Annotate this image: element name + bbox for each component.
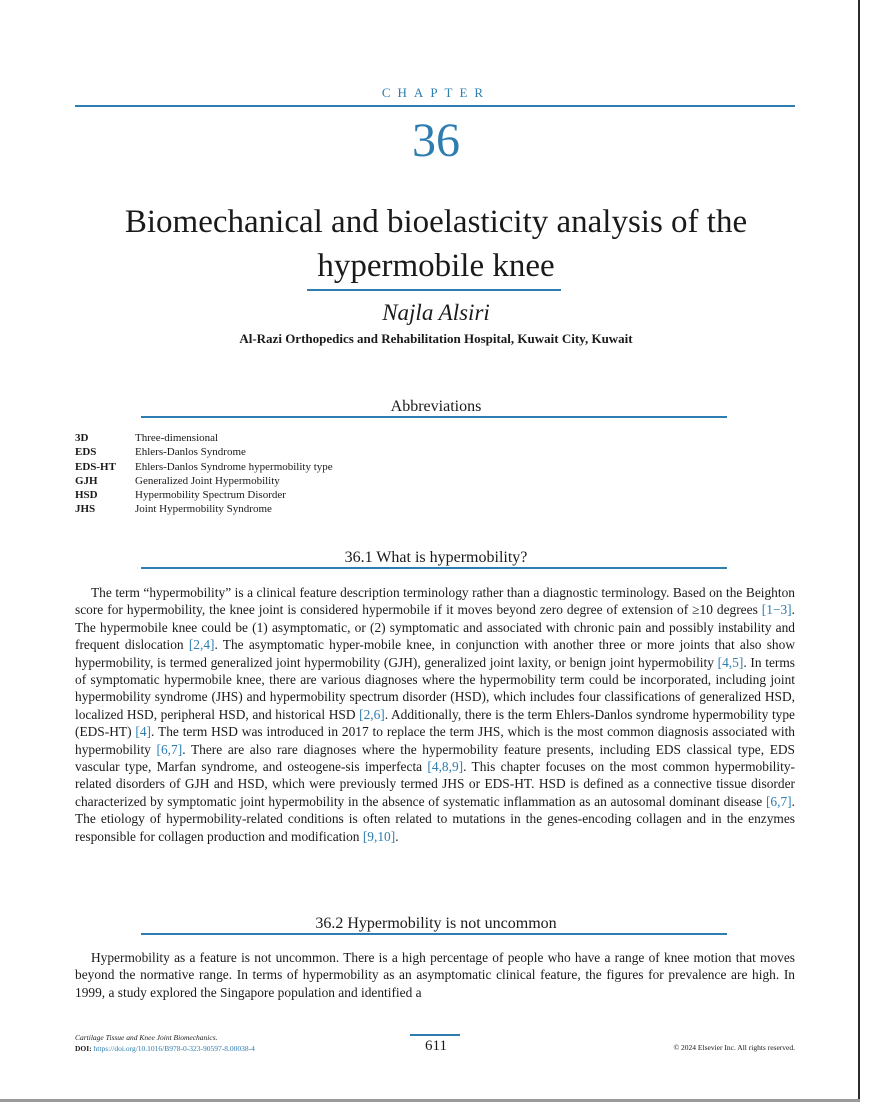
abbreviation-term: GJH <box>75 474 98 487</box>
title-rule <box>307 289 561 291</box>
paragraph-text: . This chapter focuses on the most common hypermobility-related disorders of GJH and HSD, which were previously termed JHS or EDS-HT. HSD is defined as a connective tissue disorder characterized by symptomatic joint hypermobility in the absence of systematic inflammation as an autosomal dominant disease <box>75 759 795 809</box>
paragraph-text: . The etiology of hypermobility-related conditions is often related to mutations in the genes-encoding collagen and in the enzymes responsible for collagen production and modification <box>75 793 795 844</box>
paragraph-text: . The asymptomatic hyper-mobile knee, in conjunction with another three or more joints that also show hypermobility, is termed generalized joint hypermobility (GJH), generalized joint laxity, or benign joint hypermobility <box>75 637 795 670</box>
section-1-heading: 36.1 What is hypermobility? <box>344 549 528 566</box>
author-affiliation: Al-Razi Orthopedics and Rehabilitation Hospital, Kuwait City, Kuwait <box>239 331 633 346</box>
citation-link[interactable]: [2,4] <box>188 637 215 653</box>
citation-link[interactable]: [4,8,9] <box>427 759 464 775</box>
citation-link[interactable]: [4,5] <box>717 654 744 670</box>
paragraph-text: . There are also rare diagnoses where the hypermobility feature presents, including EDS classical type, EDS vascular type, Marfan syndrome, and osteogene-sis imperfecta <box>75 741 795 775</box>
abbreviation-row <box>75 431 333 445</box>
section-2-paragraph: Hypermobility as a feature is not uncommon. There is a high percentage of people who have a range of knee motion that moves beyond the normative range. In terms of hypermobility as an asymptomatic clinical feature, the figures for prevalence are high. In 1999, a study explored the Singapore population and identified a <box>75 950 795 1000</box>
paragraph-text: . The term HSD was introduced in 2017 to replace the term JHS, which is the most common diagnosis associated with hypermobility <box>75 724 796 757</box>
abbreviation-definition: Generalized Joint Hypermobility <box>135 474 280 487</box>
doi-link[interactable]: https://doi.org/10.1016/B978-0-323-90597-8.00038-4 <box>93 1044 255 1053</box>
footer-copyright: © 2024 Elsevier Inc. All rights reserved. <box>673 1043 795 1052</box>
abbreviation-row <box>75 460 333 474</box>
abbreviations-rule <box>141 416 727 418</box>
abbreviation-term: JHS <box>75 503 96 516</box>
citation-link[interactable]: [9,10] <box>362 828 396 844</box>
abbreviation-definition: Ehlers-Danlos Syndrome <box>135 446 246 459</box>
section-1-rule <box>141 567 727 569</box>
page-number: 611 <box>425 1038 447 1054</box>
paragraph-text: . The hypermobile knee could be (1) asymptomatic, or (2) symptomatic and associated with chronic pain and possibly instability and frequent dislocation <box>75 602 795 653</box>
paragraph-text: . <box>395 828 399 844</box>
abbreviation-definition: Joint Hypermobility Syndrome <box>135 503 272 516</box>
abbreviation-row <box>75 488 333 502</box>
abbreviations-heading: Abbreviations <box>390 398 482 415</box>
abbreviation-term: HSD <box>75 489 98 502</box>
section-2-rule <box>141 933 727 935</box>
citation-link[interactable]: [2,6] <box>359 706 385 722</box>
abbreviation-term: EDS-HT <box>75 460 116 473</box>
abbreviation-definition: Ehlers-Danlos Syndrome hypermobility type <box>135 460 333 473</box>
section-2-heading: 36.2 Hypermobility is not uncommon <box>315 915 557 932</box>
author-name: Najla Alsiri <box>382 300 490 325</box>
abbreviation-definition: Hypermobility Spectrum Disorder <box>135 489 286 502</box>
section-1-paragraph <box>75 584 795 845</box>
abbreviation-row <box>75 502 333 516</box>
chapter-title: Biomechanical and bioelasticity analysis of the hypermobile knee <box>124 204 748 284</box>
citation-link[interactable]: [6,7] <box>765 793 792 809</box>
abbreviation-row <box>75 474 333 488</box>
abbreviations-list <box>75 431 333 517</box>
chapter-label: CHAPTER <box>381 85 491 100</box>
chapter-rule <box>75 105 795 107</box>
citation-link[interactable]: [6,7] <box>156 741 183 757</box>
footer-journal: Cartilage Tissue and Knee Joint Biomechanics. <box>75 1033 218 1042</box>
paragraph-text: . In terms of symptomatic hypermobile knee, there are various diagnoses where the hypermobility term could be incorporated, including joint hypermobility syndrome (JHS) and hypermobility spectrum disorder (HSD), which includes four classifications of generalized HSD, localized HSD, peripheral HSD, and historical HSD <box>75 654 795 722</box>
paragraph-text: The term “hypermobility” is a clinical feature description terminology rather than a diagnostic terminology. Based on the Beighton score for hypermobility, the knee joint is considered hypermobile if it moves beyond zero degree of extension of ≥10 degrees <box>75 585 795 618</box>
citation-link[interactable]: [1−3] <box>761 602 792 618</box>
abbreviation-term: EDS <box>75 446 97 459</box>
abbreviation-definition: Three-dimensional <box>135 432 219 444</box>
chapter-number: 36 <box>412 114 460 167</box>
abbreviation-term: 3D <box>75 432 89 444</box>
citation-link[interactable]: [4] <box>135 724 152 740</box>
footer-rule <box>410 1034 460 1036</box>
abbreviation-row <box>75 445 333 459</box>
doi-label: DOI: <box>75 1044 92 1053</box>
paragraph-text: . Additionally, there is the term Ehlers-Danlos syndrome hypermobility type (EDS-HT) <box>75 706 795 740</box>
